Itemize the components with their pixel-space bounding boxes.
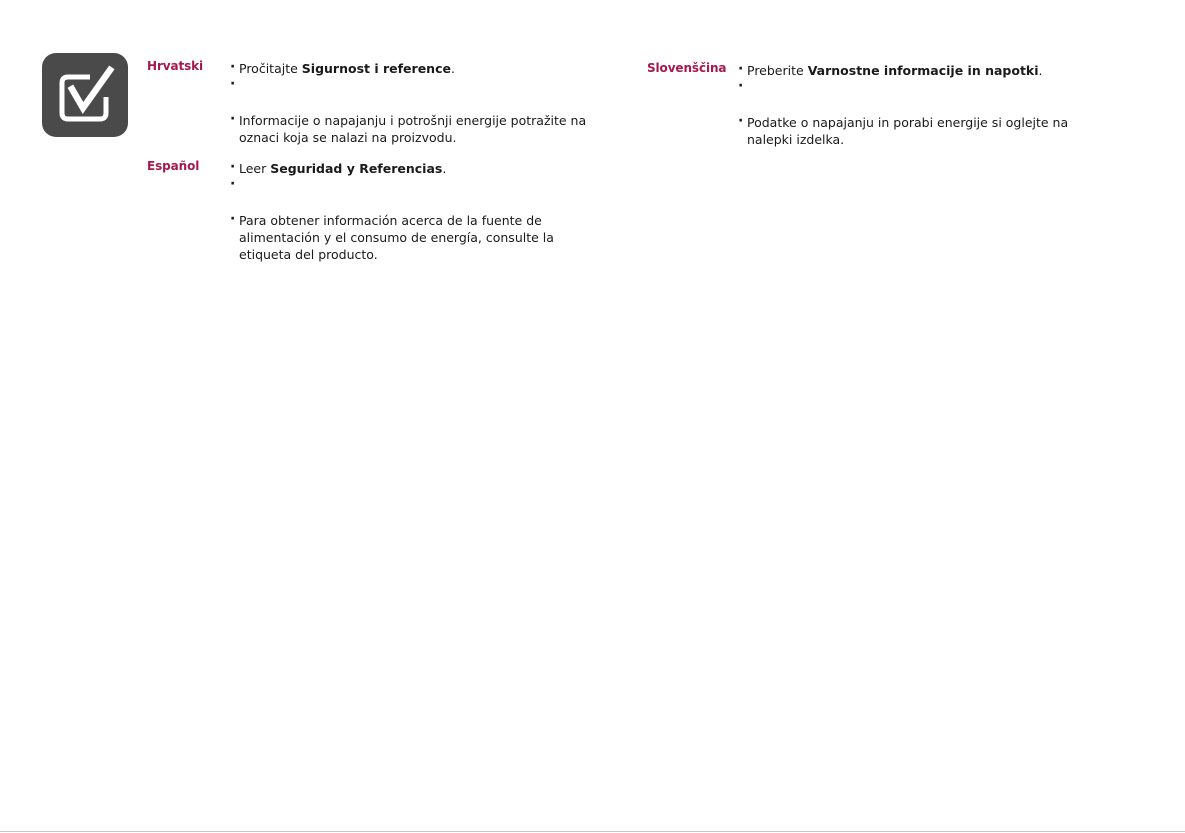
checkbox-check-icon	[42, 53, 128, 137]
doc-title: Seguridad y Referencias	[270, 161, 443, 176]
power-info: · Informacije o napajanju i potrošnji energije potražite na oznaci koja se nalazi na proizvodu.	[230, 112, 600, 146]
empty-bullet	[738, 79, 1078, 91]
read-instruction: · Preberite Varnostne informacije in napotki.	[738, 62, 1078, 79]
page-bottom-rule	[0, 831, 1185, 832]
power-info: · Para obtener información acerca de la fuente de alimentación y el consumo de energía, consulte la etiqueta del producto.	[230, 212, 565, 263]
read-instruction: · Pročitajte Sigurnost i reference.	[230, 60, 600, 77]
section-espanol	[230, 160, 565, 263]
doc-title: Varnostne informacije in napotki	[807, 63, 1039, 78]
empty-bullet	[230, 177, 565, 189]
language-label-espanol: Español	[147, 159, 200, 173]
doc-title: Sigurnost i reference	[301, 61, 451, 76]
section-slovenscina	[738, 62, 1078, 148]
language-label-hrvatski: Hrvatski	[147, 59, 204, 73]
empty-bullet	[230, 77, 600, 89]
read-instruction: · Leer Seguridad y Referencias.	[230, 160, 565, 177]
power-info: · Podatke o napajanju in porabi energije si oglejte na nalepki izdelka.	[738, 114, 1078, 148]
checklist-badge	[42, 53, 128, 137]
language-label-slovenscina: Slovenščina	[647, 61, 727, 75]
section-hrvatski	[230, 60, 600, 146]
